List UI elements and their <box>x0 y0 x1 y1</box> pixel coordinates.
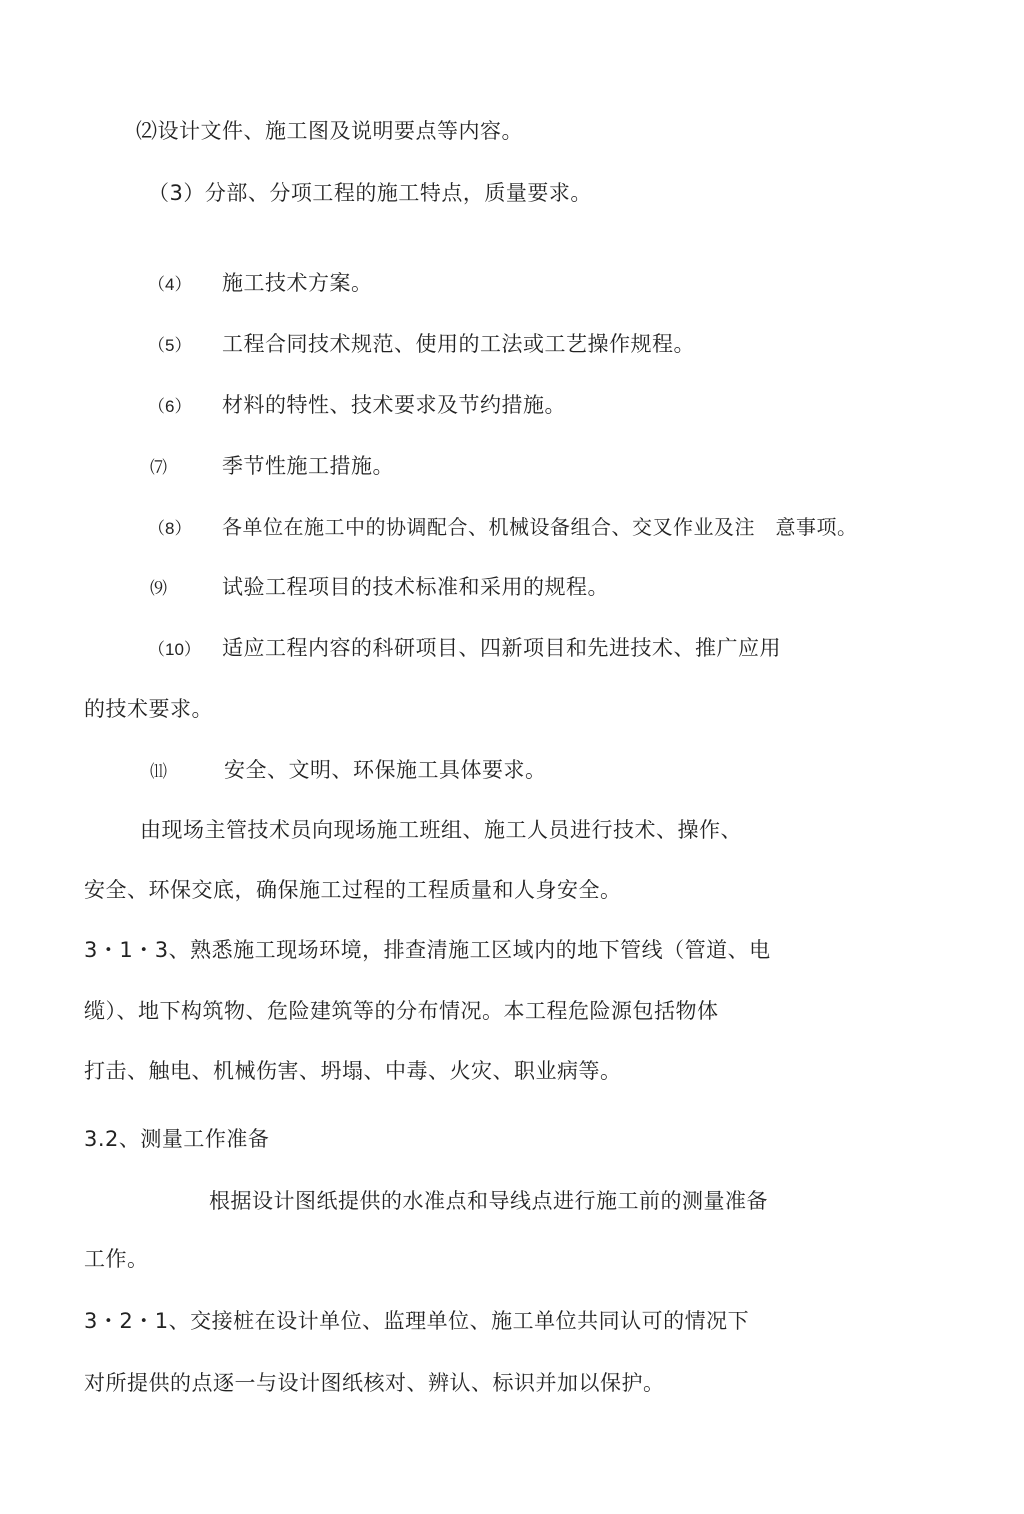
paragraph-handover-text-1: 由现场主管技术员向现场施工班组、施工人员进行技术、操作、 <box>140 818 742 842</box>
item-8-text: 各单位在施工中的协调配合、机械设备组合、交叉作业及注 意事项。 <box>222 515 858 539</box>
paragraph-handover-text-2: 安全、环保交底，确保施工过程的工程质量和人身安全。 <box>84 878 622 902</box>
item-10-continuation <box>84 694 213 724</box>
item-9-line <box>150 572 609 604</box>
item-4-line <box>148 268 373 300</box>
item-6-number: （6） <box>148 397 192 416</box>
item-9-number: ⑼ <box>150 579 167 598</box>
item-3-line <box>148 178 592 208</box>
section-3-1-3-text-2: 缆）、地下构筑物、危险建筑等的分布情况。本工程危险源包括物体 <box>84 999 719 1023</box>
section-3-1-3-text-1: 3・1・3、熟悉施工现场环境，排查清施工区域内的地下管线（管道、电 <box>84 938 771 962</box>
section-3-1-3-line-2 <box>84 996 719 1026</box>
item-10-continuation-text: 的技术要求。 <box>84 697 213 721</box>
item-10-line <box>148 633 781 665</box>
item-8-line <box>148 512 858 544</box>
item-10-text: 适应工程内容的科研项目、四新项目和先进技术、推广应用 <box>222 636 781 660</box>
section-3-2-text-1: 根据设计图纸提供的水准点和导线点进行施工前的测量准备 <box>209 1189 768 1213</box>
section-3-2-heading <box>84 1124 269 1154</box>
item-4-text: 施工技术方案。 <box>222 271 373 295</box>
section-3-1-3-line-3 <box>84 1056 622 1086</box>
item-11-number: ⑾ <box>150 762 167 781</box>
item-2-text: ⑵设计文件、施工图及说明要点等内容。 <box>136 119 523 143</box>
section-3-2-heading-text: 3.2、测量工作准备 <box>84 1127 270 1151</box>
paragraph-handover-line-2 <box>84 875 622 905</box>
section-3-2-1-line-1 <box>84 1306 749 1336</box>
item-5-number: （5） <box>148 336 192 355</box>
section-3-2-1-text-2: 对所提供的点逐一与设计图纸核对、辨认、标识并加以保护。 <box>84 1371 665 1395</box>
paragraph-handover-line-1 <box>140 815 742 845</box>
item-5-line <box>148 329 695 361</box>
item-7-line <box>150 451 394 483</box>
section-3-1-3-line-1 <box>84 935 771 965</box>
item-2-line <box>136 116 523 146</box>
item-6-line <box>148 390 566 422</box>
section-3-2-line-1 <box>209 1186 768 1216</box>
section-3-2-1-text-1: 3・2・1、交接桩在设计单位、监理单位、施工单位共同认可的情况下 <box>84 1309 750 1333</box>
item-3-text: （3）分部、分项工程的施工特点，质量要求。 <box>148 181 592 205</box>
item-9-text: 试验工程项目的技术标准和采用的规程。 <box>222 575 609 599</box>
section-3-1-3-text-3: 打击、触电、机械伤害、坍塌、中毒、火灾、职业病等。 <box>84 1059 622 1083</box>
section-3-2-text-2: 工作。 <box>84 1247 149 1271</box>
item-7-number: ⑺ <box>150 458 167 477</box>
item-11-text: 安全、文明、环保施工具体要求。 <box>224 758 547 782</box>
item-4-number: （4） <box>148 275 192 294</box>
item-10-number: （10） <box>148 640 201 659</box>
item-7-text: 季节性施工措施。 <box>222 454 394 478</box>
item-11-line <box>150 755 547 787</box>
item-6-text: 材料的特性、技术要求及节约措施。 <box>222 393 566 417</box>
item-5-text: 工程合同技术规范、使用的工法或工艺操作规程。 <box>222 332 695 356</box>
item-8-number: （8） <box>148 519 192 538</box>
section-3-2-line-2 <box>84 1244 149 1274</box>
section-3-2-1-line-2 <box>84 1368 665 1398</box>
